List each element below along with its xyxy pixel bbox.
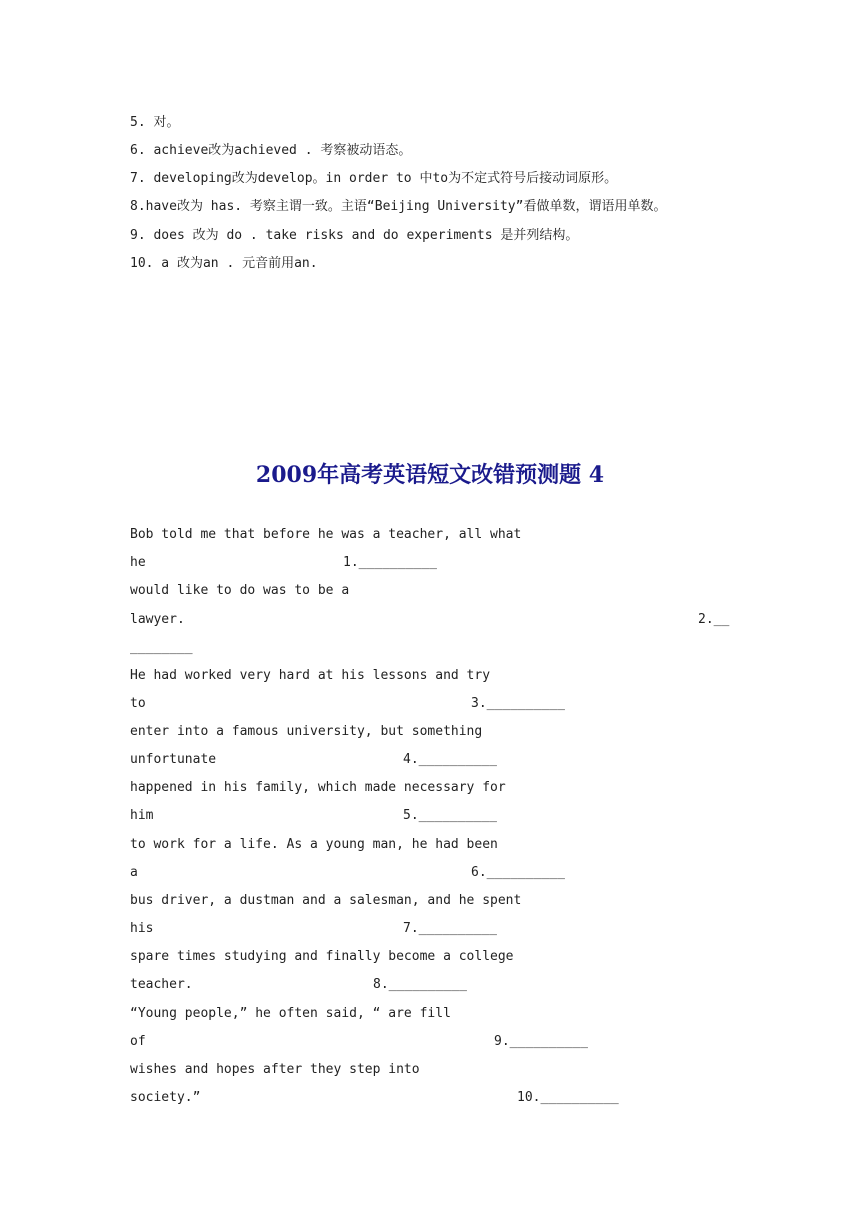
passage-line: happened in his family, which made necessary for: [130, 780, 506, 795]
passage-line: society.”: [130, 1090, 201, 1105]
passage-line: enter into a famous university, but something: [130, 724, 483, 739]
passage-line: would like to do was to be a: [130, 583, 350, 598]
passage-line: teacher.: [130, 977, 193, 992]
blank-9[interactable]: 9.__________: [494, 1034, 588, 1049]
blank-6[interactable]: 6.__________: [471, 865, 565, 880]
page-title: 2009年高考英语短文改错预测题 4: [255, 462, 605, 488]
answer-7: 7. developing改为develop。in order to 中to为不定式符号后接动词原形。: [130, 171, 618, 186]
blank-1[interactable]: 1.__________: [343, 555, 437, 570]
blank-2-continued[interactable]: ________: [130, 640, 193, 655]
passage-line: spare times studying and finally become a college: [130, 949, 514, 964]
answer-5: 5. 对。: [130, 115, 180, 130]
passage-line: Bob told me that before he was a teacher, all what: [130, 527, 522, 542]
blank-3[interactable]: 3.__________: [471, 696, 565, 711]
passage-line: wishes and hopes after they step into: [130, 1062, 420, 1077]
passage-line: of: [130, 1034, 146, 1049]
passage-line: unfortunate: [130, 752, 217, 767]
passage-line: his: [130, 921, 154, 936]
blank-8[interactable]: 8.__________: [373, 977, 467, 992]
answer-9: 9. does 改为 do . take risks and do experiments 是并列结构。: [130, 228, 579, 243]
answer-6: 6. achieve改为achieved . 考察被动语态。: [130, 143, 412, 158]
blank-10[interactable]: 10.__________: [517, 1090, 619, 1105]
passage-line: a: [130, 865, 138, 880]
passage-line: to work for a life. As a young man, he had been: [130, 837, 498, 852]
passage-line: “Young people,” he often said, “ are fill: [130, 1006, 451, 1021]
passage-line: lawyer.: [130, 612, 185, 627]
answer-10: 10. a 改为an . 元音前用an.: [130, 256, 318, 271]
blank-7[interactable]: 7.__________: [403, 921, 497, 936]
passage-line: he: [130, 555, 146, 570]
blank-5[interactable]: 5.__________: [403, 808, 497, 823]
passage-line: him: [130, 808, 154, 823]
passage-line: bus driver, a dustman and a salesman, and he spent: [130, 893, 522, 908]
blank-4[interactable]: 4.__________: [403, 752, 497, 767]
passage-line: He had worked very hard at his lessons and try: [130, 668, 491, 683]
answer-8: 8.have改为 has. 考察主谓一致。主语“Beijing University”看做单数，谓语用单数。: [130, 199, 667, 214]
blank-2[interactable]: 2.__: [698, 612, 730, 627]
passage-line: to: [130, 696, 146, 711]
